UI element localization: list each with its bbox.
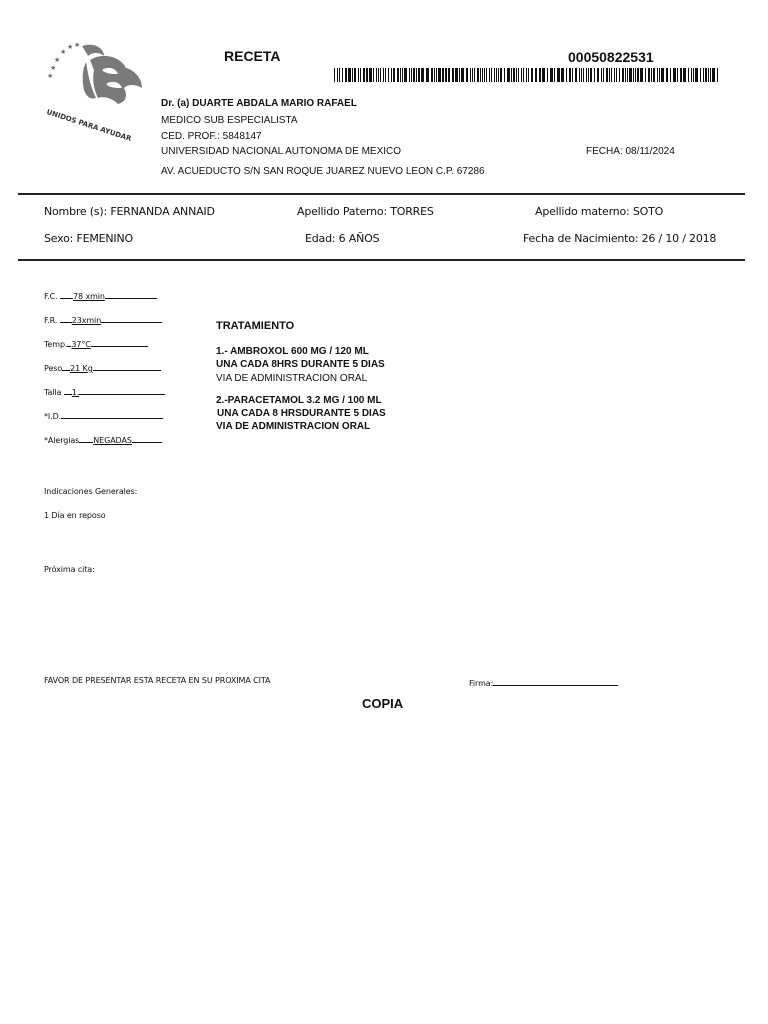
- barcode-bar: [603, 68, 604, 82]
- barcode-bar: [366, 68, 368, 82]
- barcode-bar: [500, 68, 502, 82]
- doctor-university: UNIVERSIDAD NACIONAL AUTONOMA DE MEXICO: [161, 146, 402, 157]
- vital-talla: [44, 385, 165, 397]
- barcode-bar: [691, 68, 692, 82]
- barcode-bar: [494, 68, 495, 82]
- barcode-bar: [360, 68, 361, 82]
- barcode-bar: [477, 68, 479, 82]
- barcode-bar: [616, 68, 617, 82]
- barcode-bar: [416, 68, 417, 82]
- barcode-bar: [705, 68, 707, 82]
- barcode-bar: [575, 68, 577, 82]
- patient-birthdate: Fecha de Nacimiento: 26 / 10 / 2018: [523, 232, 717, 245]
- barcode-bar: [378, 68, 379, 82]
- document-title: RECETA: [224, 48, 281, 64]
- barcode-bar: [597, 68, 599, 82]
- vital-talla-value: 1.: [71, 388, 80, 397]
- folio-number: 00050822531: [568, 49, 654, 65]
- barcode-bar: [586, 68, 587, 82]
- barcode-bar: [342, 68, 343, 82]
- barcode-bar: [588, 68, 589, 82]
- signature-label: Firma:: [469, 679, 494, 688]
- prescription-date: FECHA: 08/11/2024: [586, 146, 675, 157]
- barcode-bar: [421, 68, 424, 82]
- vital-id: [44, 409, 163, 421]
- vital-alergias-label: *Alergias: [44, 436, 80, 445]
- barcode-bar: [619, 68, 620, 82]
- barcode-bar: [539, 68, 541, 82]
- signature-field: [469, 676, 618, 688]
- svg-text:★: ★: [67, 43, 74, 51]
- barcode-bar: [339, 68, 340, 82]
- barcode-bar: [369, 68, 372, 82]
- barcode-bar: [635, 68, 636, 82]
- barcode-bar: [695, 68, 698, 82]
- barcode-bar: [482, 68, 483, 82]
- next-appointment-label: Próxima cita:: [44, 565, 95, 574]
- vital-temp: [44, 337, 148, 349]
- barcode-bar: [590, 68, 592, 82]
- barcode-bar: [700, 68, 701, 82]
- vital-alergias-value: NEGADAS: [93, 436, 132, 445]
- barcode-bar: [434, 68, 435, 82]
- svg-text:★: ★: [74, 41, 81, 49]
- barcode-bar: [397, 68, 399, 82]
- barcode-bar: [625, 68, 626, 82]
- svg-text:★: ★: [54, 56, 61, 64]
- copy-stamp: COPIA: [362, 696, 404, 711]
- barcode-bar: [528, 68, 529, 82]
- barcode-bar: [486, 68, 487, 82]
- barcode-bar: [380, 68, 381, 82]
- barcode-bar: [391, 68, 392, 82]
- barcode-bar: [352, 68, 353, 82]
- barcode-bar: [498, 68, 499, 82]
- vital-fc-value: 78 xmin: [73, 292, 105, 301]
- barcode-bar: [436, 68, 437, 82]
- vital-fr-label: F.R.: [44, 316, 58, 325]
- vital-id-label: *I.D.: [44, 412, 62, 421]
- vital-fc-label: F.C.: [44, 292, 58, 301]
- svg-text:★: ★: [50, 64, 57, 72]
- barcode-bar: [376, 68, 377, 82]
- barcode-bar: [583, 68, 584, 82]
- barcode-bar: [438, 68, 441, 82]
- barcode-bar: [470, 68, 471, 82]
- barcode-bar: [661, 68, 664, 82]
- barcode-bar: [452, 68, 454, 82]
- barcode-bar: [354, 68, 356, 82]
- barcode-bar: [345, 68, 347, 82]
- barcode-bar: [581, 68, 582, 82]
- barcode-bar: [614, 68, 615, 82]
- vital-fr: [44, 313, 162, 325]
- barcode-bar: [404, 68, 407, 82]
- doctor-name: Dr. (a) DUARTE ABDALA MARIO RAFAEL: [161, 98, 357, 109]
- barcode-bar: [358, 68, 359, 82]
- barcode-bar: [703, 68, 704, 82]
- barcode-bar: [496, 68, 497, 82]
- treatment-heading: TRATAMIENTO: [216, 320, 295, 332]
- treatment-2-line3: VIA DE ADMINISTRACION ORAL: [216, 421, 371, 432]
- vital-fc: [44, 289, 157, 301]
- indications-text: 1 Día en reposo: [44, 511, 106, 520]
- barcode-bar: [579, 68, 580, 82]
- barcode-bar: [523, 68, 524, 82]
- footer-notice: FAVOR DE PRESENTAR ESTA RECETA EN SU PROXIMA CITA: [44, 676, 271, 685]
- barcode-bar: [566, 68, 567, 82]
- barcode-bar: [461, 68, 464, 82]
- barcode-bar: [561, 68, 564, 82]
- barcode-icon: [334, 68, 720, 82]
- barcode-bar: [472, 68, 473, 82]
- barcode-bar: [393, 68, 395, 82]
- barcode-bar: [409, 68, 410, 82]
- barcode-bar: [683, 68, 686, 82]
- treatment-1-line1: 1.- AMBROXOL 600 MG / 120 ML: [216, 346, 369, 357]
- barcode-bar: [677, 68, 678, 82]
- barcode-bar: [547, 68, 548, 82]
- barcode-bar: [373, 68, 374, 82]
- vital-temp-label: Temp.: [44, 340, 68, 349]
- barcode-bar: [402, 68, 403, 82]
- vital-talla-label: Talla: [44, 388, 62, 397]
- doctor-license: CED. PROF.: 5848147: [161, 131, 262, 142]
- barcode-bar: [385, 68, 386, 82]
- barcode-bar: [418, 68, 420, 82]
- barcode-bar: [334, 68, 335, 82]
- barcode-bar: [550, 68, 553, 82]
- barcode-bar: [426, 68, 429, 82]
- divider-bottom: [18, 259, 745, 261]
- barcode-bar: [526, 68, 527, 82]
- barcode-bar: [363, 68, 365, 82]
- barcode-bar: [459, 68, 460, 82]
- patient-sex: Sexo: FEMENINO: [44, 232, 133, 245]
- barcode-bar: [388, 68, 389, 82]
- barcode-bar: [445, 68, 447, 82]
- barcode-bar: [637, 68, 639, 82]
- patient-age: Edad: 6 AÑOS: [305, 232, 380, 245]
- barcode-bar: [518, 68, 519, 82]
- vital-peso-value: 21 Kg: [70, 364, 93, 373]
- treatment-2-line2: UNA CADA 8 HRSDURANTE 5 DIAS: [217, 408, 386, 419]
- svg-text:★: ★: [47, 72, 54, 80]
- vital-fr-value: 23xmin: [71, 316, 102, 325]
- barcode-bar: [710, 68, 711, 82]
- patient-maternal-surname: Apellido materno: SOTO: [535, 205, 664, 218]
- logo-text: UNIDOS PARA AYUDAR: [45, 108, 133, 144]
- barcode-bar: [513, 68, 515, 82]
- indications-label: Indicaciones Generales:: [44, 487, 138, 496]
- barcode-bar: [648, 68, 650, 82]
- treatment-2-line1: 2.-PARACETAMOL 3.2 MG / 100 ML: [216, 395, 382, 406]
- doctor-address: AV. ACUEDUCTO S/N SAN ROQUE JUAREZ NUEVO LEON C.P. 67286: [161, 166, 485, 177]
- barcode-bar: [431, 68, 433, 82]
- barcode-bar: [491, 68, 492, 82]
- barcode-bar: [659, 68, 660, 82]
- barcode-bar: [413, 68, 415, 82]
- barcode-bar: [601, 68, 602, 82]
- barcode-bar: [572, 68, 573, 82]
- barcode-bar: [455, 68, 458, 82]
- barcode-bar: [411, 68, 412, 82]
- barcode-bar: [666, 68, 668, 82]
- barcode-bar: [507, 68, 510, 82]
- barcode-bar: [653, 68, 655, 82]
- divider-top: [18, 193, 745, 195]
- barcode-bar: [633, 68, 634, 82]
- barcode-bar: [511, 68, 512, 82]
- barcode-bar: [383, 68, 384, 82]
- barcode-bar: [535, 68, 537, 82]
- barcode-bar: [680, 68, 682, 82]
- barcode-bar: [521, 68, 522, 82]
- barcode-bar: [489, 68, 490, 82]
- barcode-bar: [611, 68, 612, 82]
- barcode-bar: [640, 68, 643, 82]
- barcode-bar: [348, 68, 351, 82]
- treatment-1-line2: UNA CADA 8HRS DURANTE 5 DIAS: [216, 359, 385, 370]
- barcode-bar: [400, 68, 401, 82]
- barcode-bar: [442, 68, 444, 82]
- barcode-bar: [504, 68, 505, 82]
- barcode-bar: [480, 68, 481, 82]
- barcode-bar: [554, 68, 555, 82]
- barcode-bar: [645, 68, 646, 82]
- barcode-bar: [651, 68, 652, 82]
- barcode-bar: [594, 68, 595, 82]
- vital-peso-label: Peso: [44, 364, 63, 373]
- barcode-bar: [516, 68, 517, 82]
- patient-paternal-surname: Apellido Paterno: TORRES: [297, 205, 434, 218]
- barcode-bar: [693, 68, 694, 82]
- barcode-bar: [622, 68, 624, 82]
- barcode-bar: [557, 68, 560, 82]
- vital-peso: [44, 361, 161, 373]
- svg-text:★: ★: [60, 48, 67, 56]
- barcode-bar: [657, 68, 658, 82]
- barcode-bar: [673, 68, 676, 82]
- barcode-bar: [542, 68, 545, 82]
- barcode-bar: [717, 68, 718, 82]
- barcode-bar: [688, 68, 689, 82]
- vital-temp-value: 37°C: [71, 340, 91, 349]
- treatment-1-line3: VIA DE ADMINISTRACION ORAL: [216, 373, 368, 384]
- vital-alergias: [44, 433, 162, 445]
- barcode-bar: [448, 68, 450, 82]
- barcode-bar: [337, 68, 338, 82]
- barcode-bar: [531, 68, 533, 82]
- patient-name: Nombre (s): FERNANDA ANNAID: [44, 205, 215, 218]
- barcode-bar: [484, 68, 485, 82]
- doctor-specialty: MEDICO SUB ESPECIALISTA: [161, 115, 298, 126]
- barcode-bar: [708, 68, 709, 82]
- barcode-bar: [609, 68, 610, 82]
- barcode-bar: [670, 68, 671, 82]
- barcode-bar: [569, 68, 571, 82]
- barcode-bar: [474, 68, 475, 82]
- barcode-bar: [606, 68, 608, 82]
- barcode-bar: [627, 68, 628, 82]
- barcode-bar: [466, 68, 468, 82]
- barcode-bar: [712, 68, 715, 82]
- barcode-bar: [629, 68, 632, 82]
